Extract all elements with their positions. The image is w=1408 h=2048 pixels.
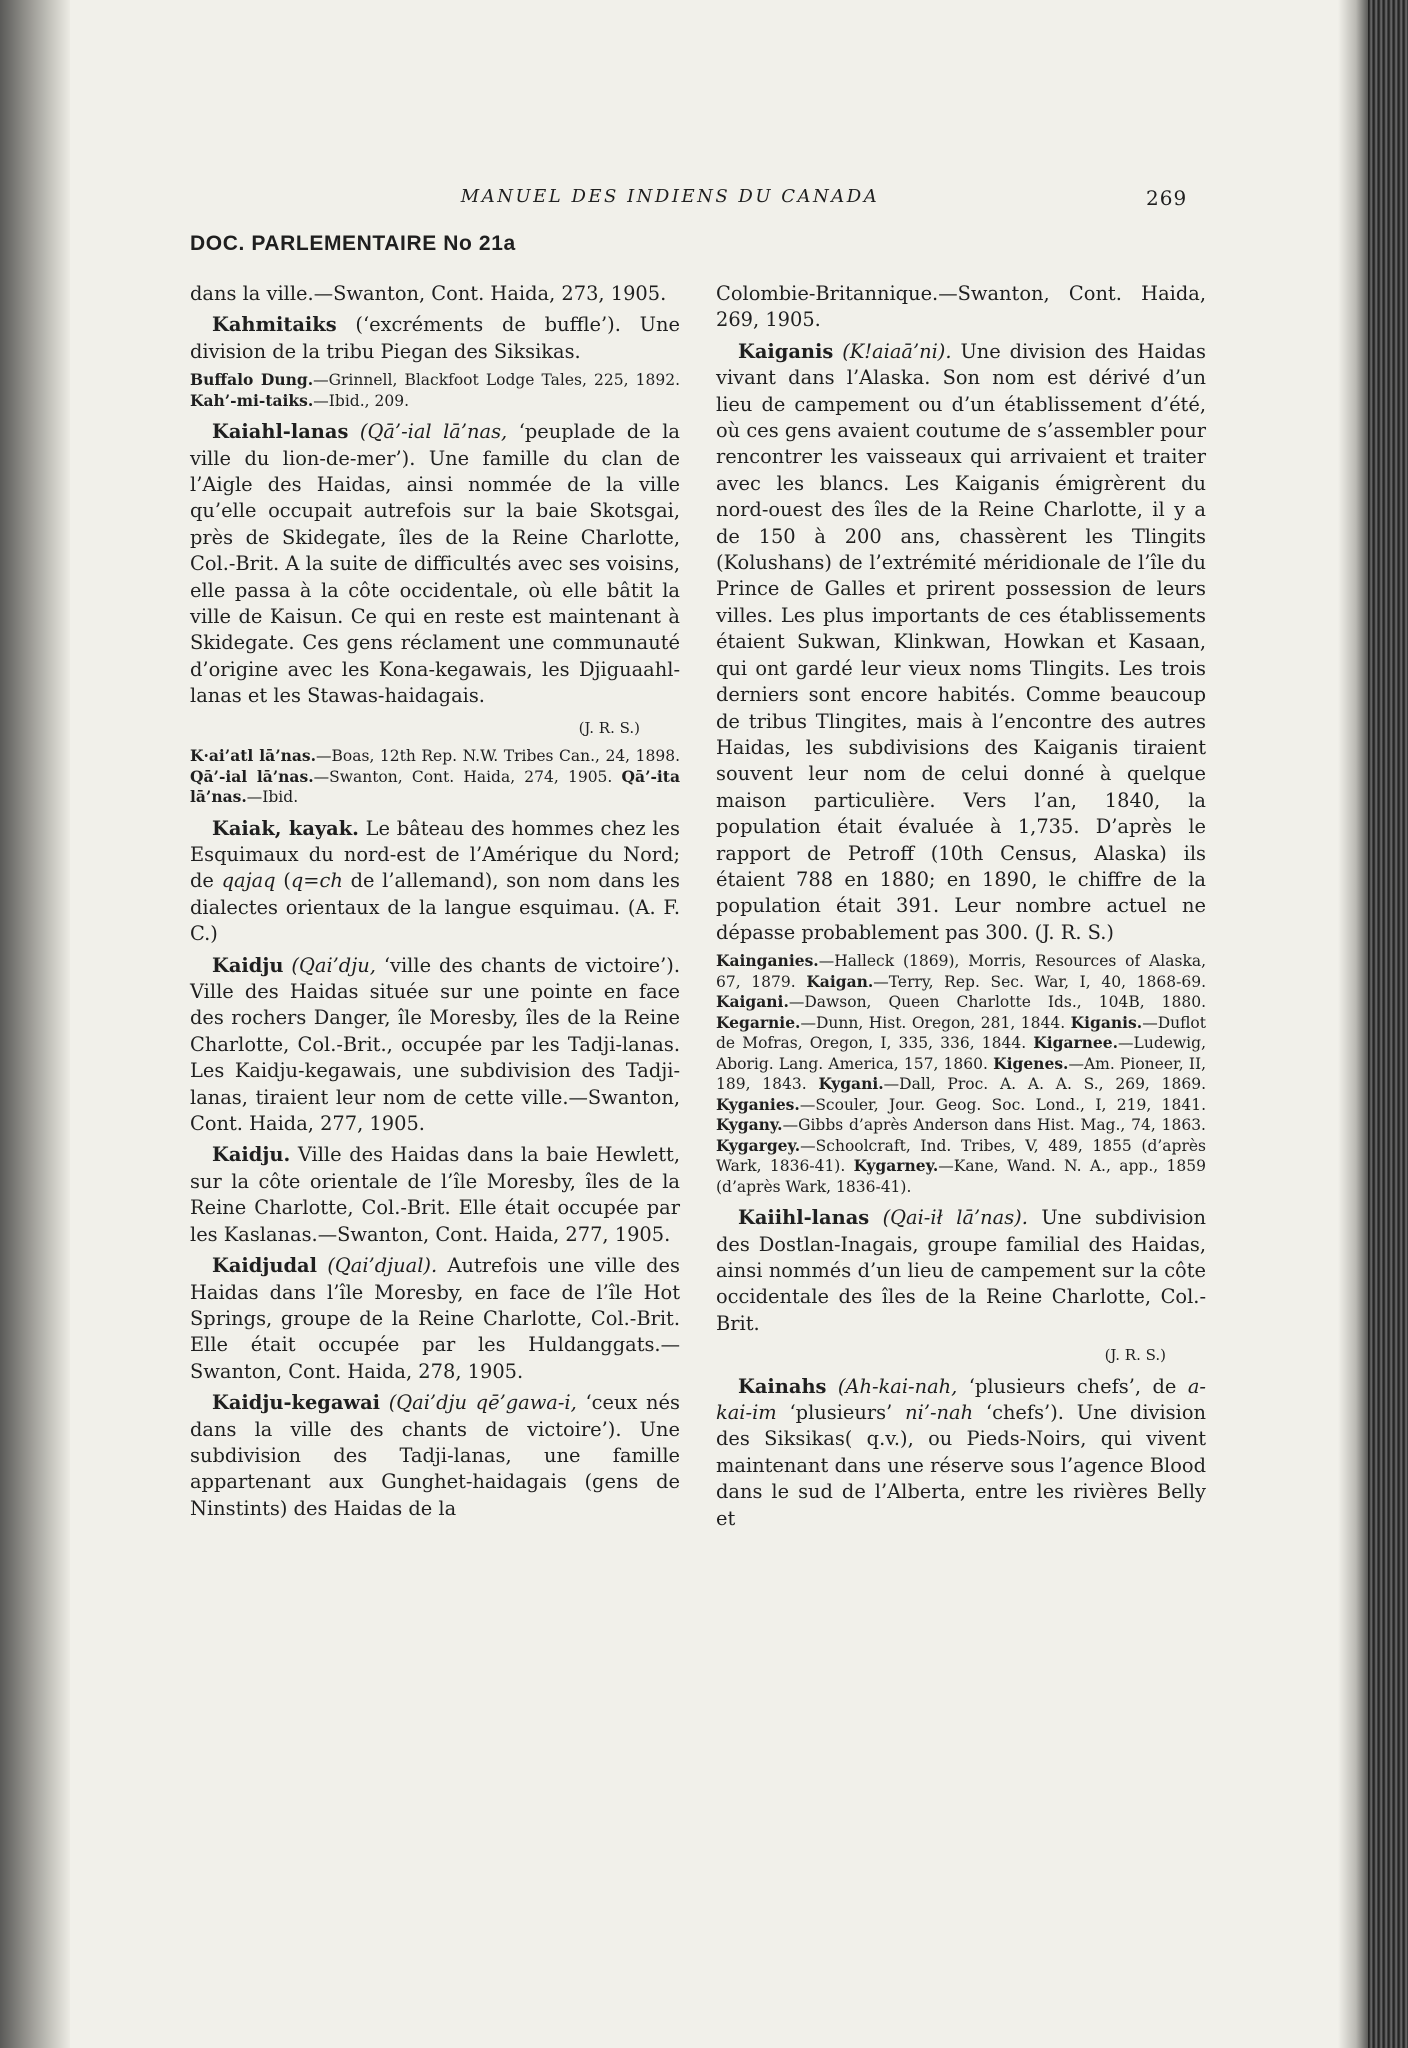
entry-text: ‘plusieurs’ bbox=[789, 1401, 893, 1424]
author-initials: (J. R. S.) bbox=[578, 718, 640, 737]
headword: Kaidju bbox=[212, 953, 284, 977]
synonym-ref: —Dall, Proc. A. A. A. S., 269, 1869. bbox=[883, 1075, 1206, 1094]
page-edge-shadow bbox=[1338, 0, 1368, 2048]
synonym-ref: —Terry, Rep. Sec. War, I, 40, 1868-69. bbox=[873, 972, 1206, 991]
headword: Kahmitaiks bbox=[212, 313, 337, 337]
synonym-ref: —Gibbs d’après Anderson dans Hist. Mag., 74, 1863. bbox=[782, 1116, 1206, 1135]
synonym-ref: —Am. Pioneer, II, 189, 1843. bbox=[716, 1054, 1206, 1094]
entry-text: Ville des Haidas dans la baie Hewlett, sur la côte orientale de l’île Moresby, îles de la Reine Charlotte, Col.-Brit. Elle était occupée par les Kaslanas.—Swanton, Cont. Haida, 277, 1905. bbox=[190, 1143, 680, 1246]
document-label: DOC. PARLEMENTAIRE No 21a bbox=[190, 232, 516, 255]
synonym-name: Kigarnee. bbox=[1033, 1033, 1119, 1053]
native-form: (Qai’dju, bbox=[291, 953, 376, 977]
entry-text: ‘peuplade de la ville du lion-de-mer’). Une famille du clan de l’Aigle des Haidas, ainsi nommée de la ville qu’elle occupait autrefois sur la baie Skotsgai, près de Skidegate, îles de la Reine Charlotte, Col.-Brit. A la suite de difficultés avec ses voisins, elle passa à la côte occidentale, où elle bâtit la ville de Kaisun. Ce qui en reste est maintenant à Skidegate. Ces gens réclament une communauté d’origine avec les Kona-kegawais, les Djiguaahl-lanas et les Stawas-haidagais. bbox=[190, 420, 680, 708]
synonym-ref: —Ibid. bbox=[246, 788, 299, 807]
synonym-name: Kah’-mi-taiks. bbox=[190, 390, 314, 410]
synonym-ref: —Scouler, Jour. Geog. Soc. Lond., I, 219, 1841. bbox=[799, 1095, 1206, 1114]
entry-text: Une subdivision des Dostlan-Inagais, groupe familial des Haidas, ainsi nommés d’un lieu de campement sur la côte occidentale des îles de la Reine Charlotte, Col.-Brit. bbox=[716, 1206, 1206, 1335]
entry-text: ( bbox=[283, 869, 291, 893]
synonym-name: Kygany. bbox=[716, 1115, 783, 1135]
entry-kaidju bbox=[190, 953, 680, 1138]
synonym-name: Kyganies. bbox=[716, 1094, 800, 1114]
left-column bbox=[190, 281, 680, 1527]
native-form: (Ah-kai-nah, bbox=[837, 1374, 958, 1398]
entry-text: Le bâteau des hommes chez les Esquimaux du nord-est de l’Amérique du Nord; de bbox=[190, 816, 680, 893]
headword: Kainahs bbox=[738, 1374, 827, 1398]
synonym-ref: —Boas, 12th Rep. N.W. Tribes Can., 24, 1898. bbox=[316, 747, 680, 766]
author-initials: (J. R. S.) bbox=[1104, 1346, 1166, 1365]
entry-kahmitaiks bbox=[190, 312, 680, 365]
entry-kaidju-2 bbox=[190, 1142, 680, 1248]
synonym-name: Kaigani. bbox=[716, 992, 789, 1012]
synonym-name: Kygargey. bbox=[716, 1135, 801, 1155]
entry-kaiak bbox=[190, 816, 680, 948]
entry-text: ‘plusieurs chefs’, de bbox=[968, 1374, 1177, 1398]
author-initials: (J. R. S.) bbox=[1034, 920, 1114, 944]
entry-kaidju-kegawai bbox=[190, 1390, 680, 1522]
synonym-name: Kygani. bbox=[818, 1074, 884, 1094]
synonym-ref: —Swanton, Cont. Haida, 274, 1905. bbox=[313, 767, 613, 786]
entry-kaiganis bbox=[716, 339, 1206, 946]
synonym-ref: —Ibid., 209. bbox=[313, 391, 410, 410]
running-header-title: MANUEL DES INDIENS DU CANADA bbox=[460, 186, 880, 207]
native-form: (Qā’-ial lā’nas, bbox=[359, 420, 508, 444]
synonym-name: K·ai’atl lā’nas. bbox=[190, 746, 317, 766]
page-number: 269 bbox=[1146, 186, 1188, 210]
synonym-ref: —Kane, Wand. N. A., app., 1859 (d’après Wark, 1836-41). bbox=[716, 1157, 1206, 1196]
synonym-ref: —Grinnell, Blackfoot Lodge Tales, 225, 1892. bbox=[313, 371, 680, 390]
synonymy bbox=[716, 951, 1206, 1197]
right-column bbox=[716, 281, 1206, 1537]
synonym-ref: —Ludewig, Aborig. Lang. America, 157, 1860. bbox=[716, 1034, 1206, 1073]
continued-text: Colombie-Britannique.—Swanton, Cont. Haida, 269, 1905. bbox=[716, 282, 1206, 332]
synonym-ref: —Dawson, Queen Charlotte Ids., 104B, 1880. bbox=[788, 993, 1206, 1012]
entry-kaidjudal bbox=[190, 1253, 680, 1385]
entry-text: Une division des Haidas vivant dans l’Alaska. Son nom est dérivé d’un lieu de campement ou d’un établissement d’été, où ces gens avaient coutume de s’assembler pour rencontrer les vaisseaux qui arrivaient et traiter avec les blancs. Les Kaiganis émigrèrent du nord-ouest des îles de la Reine Charlotte, il y a de 150 à 200 ans, chassèrent les Tlingits (Kolushans) de l’extrémité méridionale de l’île du Prince de Galles et prirent possession de leurs villes. Les plus importants de ces établissements étaient Sukwan, Klinkwan, Howkan et Kasaan, qui ont gardé leur vieux noms Tlingits. Les trois derniers sont encore habités. Comme beaucoup de tribus Tlingites, mais à l’encontre des autres Haidas, les subdivisions des Kaiganis tiraient souvent leur nom de celui donné à quelque maison particulière. Vers l’an, 1840, la population était évaluée à 1,735. D’après le rapport de Petroff (10th Census, Alaska) ils étaient 788 en 1880; en 1890, le chiffre de la population était 391. Leur nombre actuel ne dépasse probablement pas 300. bbox=[716, 339, 1207, 944]
headword: Kaidju. bbox=[212, 1143, 291, 1167]
headword: Kaiihl-lanas bbox=[738, 1206, 870, 1230]
synonym-name: Kygarney. bbox=[853, 1156, 939, 1176]
entry-text: ‘ville des chants de victoire’). Ville des Haidas située sur une pointe en face des rochers Danger, île Moresby, îles de la Reine Charlotte, Col.-Brit., occupée par les Tadji-lanas. Les Kaidju-kegawais, une subdivision des Tadji-lanas, tiraient leur nom de cette ville.—Swanton, Cont. Haida, 277, 1905. bbox=[190, 953, 681, 1136]
headword: Kaidju-kegawai bbox=[212, 1391, 381, 1415]
native-form: (Qai’djual). bbox=[327, 1254, 438, 1278]
synonym-ref: —Schoolcraft, Ind. Tribes, V, 489, 1855 (d’après Wark, 1836-41). bbox=[716, 1136, 1206, 1176]
book-fore-edge bbox=[1368, 0, 1408, 2048]
synonym-ref: —Halleck (1869), Morris, Resources of Alaska, 67, 1879. bbox=[716, 952, 1206, 991]
native-form: qajaq bbox=[221, 869, 276, 893]
entry-text: (‘excréments de buffle’). Une division de la tribu Piegan des Siksikas. bbox=[190, 313, 680, 363]
synonym-ref: —Duflot de Mofras, Oregon, I, 335, 336, 1844. bbox=[716, 1013, 1206, 1053]
headword: Kaiahl-lanas bbox=[212, 420, 349, 444]
synonym-name: Qā’-ita lā’nas. bbox=[190, 766, 680, 807]
native-form: a-kai-im bbox=[716, 1374, 1206, 1424]
synonymy bbox=[190, 746, 680, 808]
native-form: ni’-nah bbox=[905, 1401, 974, 1424]
native-form: (Qai’dju qē’gawa-i, bbox=[388, 1391, 577, 1415]
native-form: (K!aiaā’ni). bbox=[842, 339, 952, 363]
synonym-name: Kiganis. bbox=[1070, 1012, 1143, 1032]
synonym-ref: —Dunn, Hist. Oregon, 281, 1844. bbox=[800, 1013, 1071, 1032]
native-form: q=ch bbox=[290, 869, 343, 893]
author-initials: (A. F. C.) bbox=[190, 895, 680, 946]
synonym-name: Buffalo Dung. bbox=[190, 370, 314, 390]
synonym-name: Kegarnie. bbox=[716, 1012, 801, 1032]
headword: Kaiganis bbox=[738, 339, 834, 363]
entry-text: ‘ceux nés dans la ville des chants de victoire’). Une subdivision des Tadji-lanas, une famille appartenant aux Gunghet-haidagais (gens de Ninstints) des Haidas de la bbox=[190, 1391, 680, 1520]
book-spine-shadow bbox=[0, 0, 70, 2048]
entry-kaiahl-lanas bbox=[190, 419, 680, 709]
synonymy bbox=[190, 370, 680, 411]
synonym-name: Kaigan. bbox=[806, 971, 874, 991]
entry-text: de l’allemand), son nom dans les dialectes orientaux de la langue esquimau. bbox=[190, 869, 681, 919]
entry-text: Autrefois une ville des Haidas dans l’île Moresby, en face de l’île Hot Springs, groupe de la Reine Charlotte, Col.-Brit. Elle était occupée par les Huldanggats.—Swanton, Cont. Haida, 278, 1905. bbox=[190, 1254, 680, 1383]
entry-kainahs bbox=[716, 1374, 1206, 1532]
synonym-name: Kainganies. bbox=[716, 951, 819, 971]
native-form: (Qai-ił lā’nas). bbox=[882, 1206, 1028, 1230]
synonym-name: Kigenes. bbox=[993, 1053, 1069, 1073]
synonym-name: Qā’-ial lā’nas. bbox=[190, 766, 314, 786]
headword: Kaiak, kayak. bbox=[212, 816, 359, 840]
entry-kaiihl-lanas bbox=[716, 1205, 1206, 1337]
continued-text: dans la ville.—Swanton, Cont. Haida, 273, 1905. bbox=[190, 282, 667, 305]
entry-text: ‘chefs’). Une division des Siksikas( q.v.), ou Pieds-Noirs, qui vivent maintenant dans une réserve sous l’agence Blood dans le sud de l’Alberta, entre les rivières Belly et bbox=[716, 1401, 1206, 1530]
headword: Kaidjudal bbox=[212, 1254, 317, 1278]
